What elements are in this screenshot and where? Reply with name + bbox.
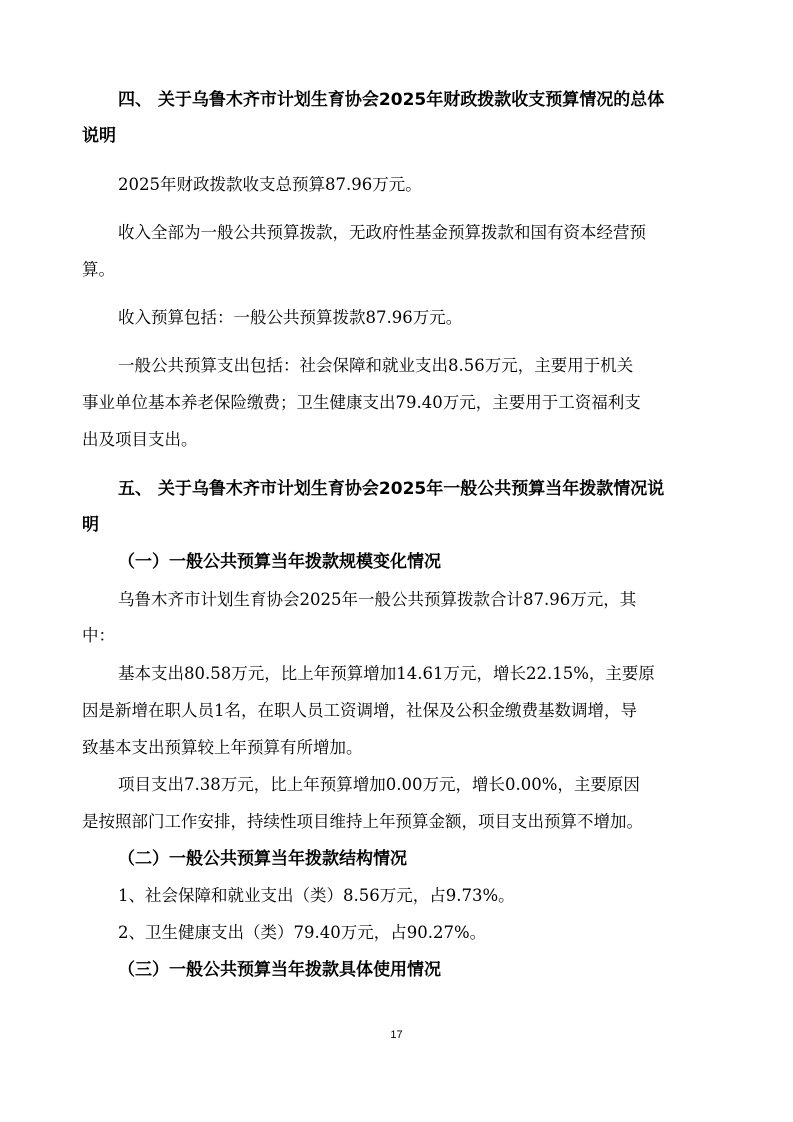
section-4-expenditure-paragraph-line-3: 出及项目支出。 <box>82 430 198 449</box>
subsection-1-basic-expenditure-line-3: 致基本支出预算较上年预算有所增加。 <box>82 738 363 757</box>
subsection-1-basic-expenditure-line-2: 因是新增在职人员1名，在职人员工资调增，社保及公积金缴费基数调增，导 <box>82 701 637 720</box>
subsection-2-item-1: 1、社会保障和就业支出（类）8.56万元，占9.73%。 <box>118 886 515 905</box>
section-4-income-paragraph-line-1: 收入全部为一般公共预算拨款，无政府性基金预算拨款和国有资本经营预 <box>118 223 646 242</box>
section-4-expenditure-paragraph-line-1: 一般公共预算支出包括：社会保障和就业支出8.56万元，主要用于机关 <box>118 356 634 375</box>
section-5-heading-line-2: 明 <box>82 515 99 535</box>
section-4-income-budget-paragraph: 收入预算包括：一般公共预算拨款87.96万元。 <box>118 308 463 327</box>
section-4-heading-line-2: 说明 <box>82 126 116 146</box>
section-4-income-paragraph-line-2: 算。 <box>82 260 115 279</box>
section-4-total-budget-paragraph: 2025年财政拨款收支总预算87.96万元。 <box>118 175 422 194</box>
subsection-3-heading: （三）一般公共预算当年拨款具体使用情况 <box>118 960 441 980</box>
section-4-heading-line-1: 四、 关于乌鲁木齐市计划生育协会2025年财政拨款收支预算情况的总体 <box>118 90 665 110</box>
subsection-2-heading: （二）一般公共预算当年拨款结构情况 <box>118 849 407 869</box>
subsection-1-basic-expenditure-line-1: 基本支出80.58万元，比上年预算增加14.61万元，增长22.15%，主要原 <box>118 664 655 683</box>
subsection-2-item-2: 2、卫生健康支出（类）79.40万元，占90.27%。 <box>118 923 487 942</box>
section-5-heading-line-1: 五、 关于乌鲁木齐市计划生育协会2025年一般公共预算当年拨款情况说 <box>118 479 665 499</box>
subsection-1-project-expenditure-line-1: 项目支出7.38万元，比上年预算增加0.00万元，增长0.00%，主要原因 <box>118 775 640 794</box>
subsection-1-project-expenditure-line-2: 是按照部门工作安排，持续性项目维持上年预算金额，项目支出预算不增加。 <box>82 812 643 831</box>
subsection-1-total-paragraph-line-1: 乌鲁木齐市计划生育协会2025年一般公共预算拨款合计87.96万元，其 <box>118 590 637 609</box>
section-4-expenditure-paragraph-line-2: 事业单位基本养老保险缴费；卫生健康支出79.40万元，主要用于工资福利支 <box>82 393 641 412</box>
subsection-1-heading: （一）一般公共预算当年拨款规模变化情况 <box>118 552 441 572</box>
page-number: 17 <box>390 1029 403 1041</box>
subsection-1-total-paragraph-line-2: 中： <box>82 626 115 645</box>
